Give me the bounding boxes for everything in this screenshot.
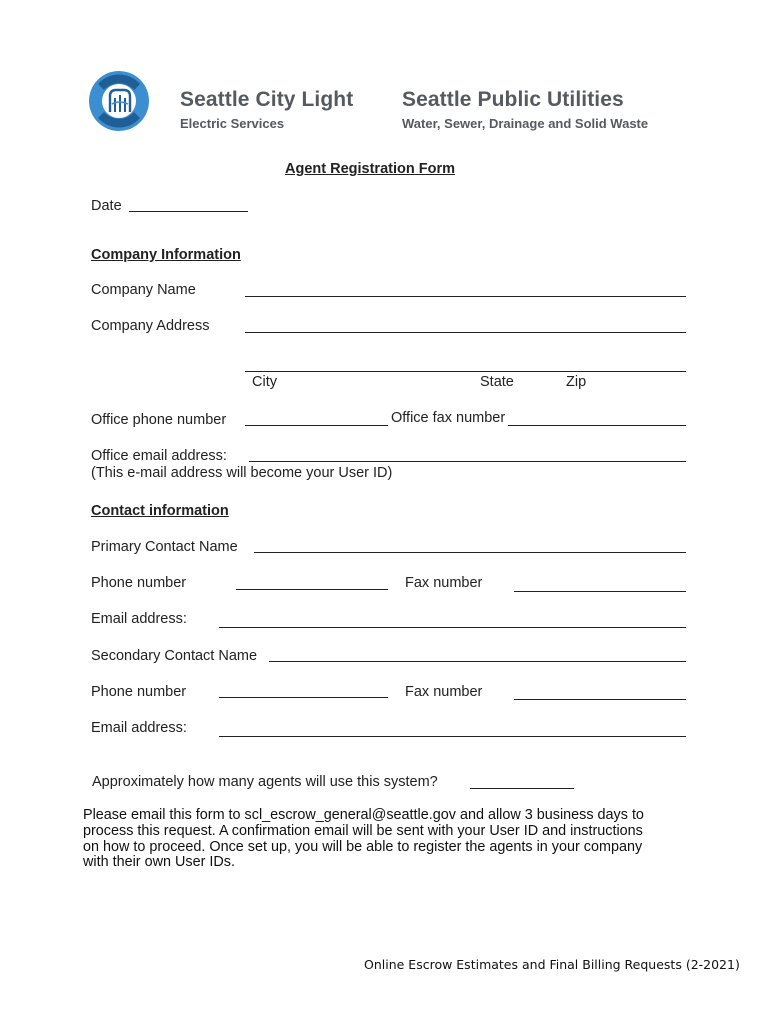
seattle-logo-icon bbox=[88, 70, 150, 132]
secondary-phone-label: Phone number bbox=[91, 684, 187, 700]
company-section-heading: Company Information bbox=[91, 247, 241, 263]
scl-title: Seattle City Light bbox=[180, 88, 354, 111]
primary-phone-field[interactable] bbox=[236, 589, 388, 590]
company-name-label: Company Name bbox=[91, 282, 196, 298]
instructions-line-1: Please email this form to scl_escrow_general@seattle.gov and allow 3 business days to bbox=[83, 807, 644, 823]
date-label: Date bbox=[91, 198, 122, 214]
office-email-label: Office email address: bbox=[91, 448, 227, 464]
form-version-footer: Online Escrow Estimates and Final Billing Requests (2-2021) bbox=[364, 957, 740, 972]
scl-subtitle: Electric Services bbox=[180, 116, 285, 131]
secondary-phone-field[interactable] bbox=[219, 697, 388, 698]
primary-email-field[interactable] bbox=[219, 627, 686, 628]
primary-contact-label: Primary Contact Name bbox=[91, 539, 238, 555]
secondary-email-field[interactable] bbox=[219, 736, 686, 737]
spu-title: Seattle Public Utilities bbox=[402, 88, 624, 111]
form-title: Agent Registration Form bbox=[285, 161, 455, 177]
office-phone-field[interactable] bbox=[245, 425, 388, 426]
agents-count-question: Approximately how many agents will use this system? bbox=[92, 774, 438, 790]
instructions-paragraph bbox=[83, 808, 703, 871]
city-state-zip-field[interactable] bbox=[245, 371, 686, 372]
agents-count-field[interactable] bbox=[470, 788, 574, 789]
primary-fax-field[interactable] bbox=[514, 591, 686, 592]
secondary-fax-label: Fax number bbox=[405, 684, 483, 700]
instructions-line-2: process this request. A confirmation email will be sent with your User ID and instructions bbox=[83, 822, 643, 839]
primary-email-label: Email address: bbox=[91, 611, 187, 627]
contact-section-heading: Contact information bbox=[91, 503, 229, 519]
primary-phone-label: Phone number bbox=[91, 575, 187, 591]
spu-subtitle: Water, Sewer, Drainage and Solid Waste bbox=[402, 116, 649, 131]
primary-contact-field[interactable] bbox=[254, 552, 686, 553]
secondary-contact-field[interactable] bbox=[269, 661, 686, 662]
company-address-field[interactable] bbox=[245, 332, 686, 333]
office-email-field[interactable] bbox=[249, 461, 686, 462]
zip-label: Zip bbox=[566, 374, 587, 390]
primary-fax-label: Fax number bbox=[405, 575, 483, 591]
secondary-contact-label: Secondary Contact Name bbox=[91, 648, 258, 664]
office-email-note: (This e-mail address will become your User ID) bbox=[91, 465, 393, 481]
instructions-line-4: with their own User IDs. bbox=[83, 854, 235, 871]
date-field[interactable] bbox=[129, 211, 248, 212]
secondary-fax-field[interactable] bbox=[514, 699, 686, 700]
instructions-line-3: on how to proceed. Once set up, you will be able to register the agents in your company bbox=[83, 838, 643, 855]
company-address-label: Company Address bbox=[91, 318, 210, 334]
office-phone-label: Office phone number bbox=[91, 412, 227, 428]
office-fax-label: Office fax number bbox=[391, 410, 506, 426]
office-fax-field[interactable] bbox=[508, 425, 686, 426]
state-label: State bbox=[480, 374, 514, 390]
secondary-email-label: Email address: bbox=[91, 720, 187, 736]
city-label: City bbox=[252, 374, 277, 390]
company-name-field[interactable] bbox=[245, 296, 686, 297]
